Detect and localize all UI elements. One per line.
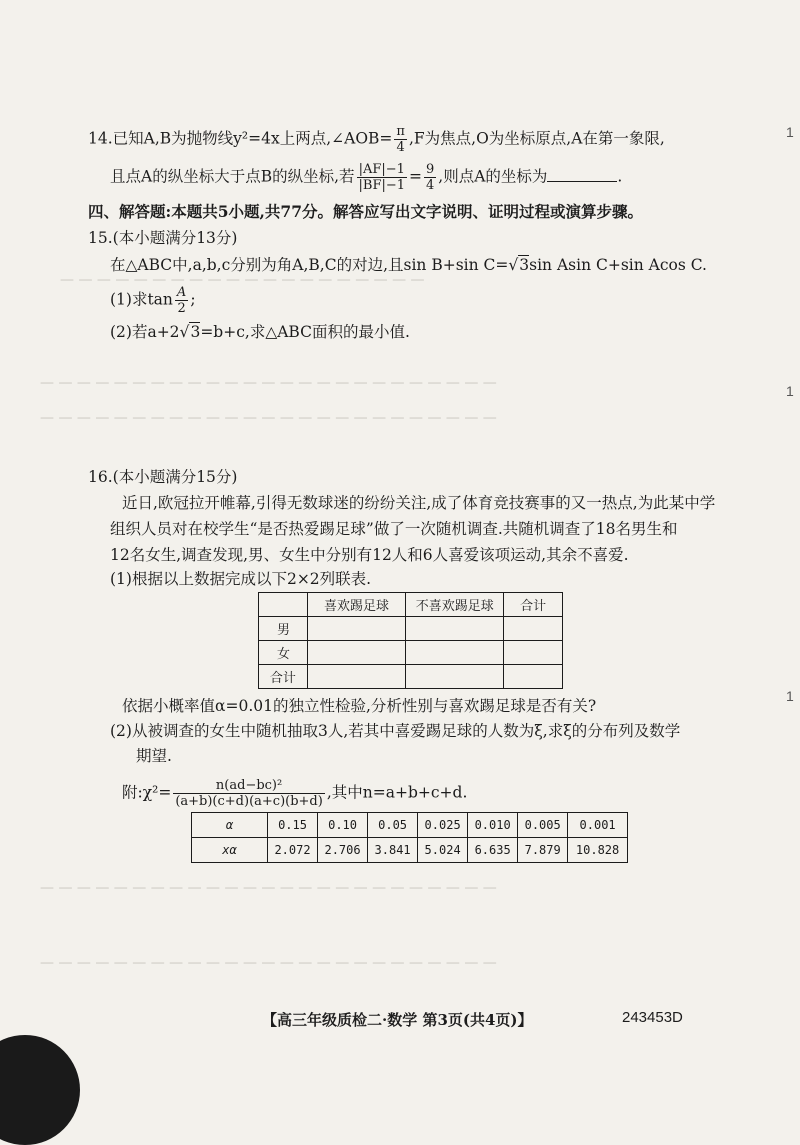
q16-para: 组织人员对在校学生“是否热爱踢足球”做了一次随机调查.共随机调查了18名男生和 <box>110 520 678 538</box>
q15-text: sin Asin C+sin Acos C. <box>529 256 707 274</box>
frac-num: n(ad−bc)² <box>173 778 325 794</box>
table-cell: 5.024 <box>418 838 468 863</box>
table-cell: 0.10 <box>318 813 368 838</box>
q15-text: (2)若a+2 <box>110 323 180 341</box>
q14-text: ,F为焦点,O为坐标原点,A在第一象限, <box>408 129 665 148</box>
row-label: 男 <box>259 617 308 641</box>
frac-num: |AF|−1 <box>357 162 408 178</box>
exam-code: 243453D <box>622 1009 683 1026</box>
frac-den: 4 <box>396 140 405 155</box>
table-row <box>259 641 563 665</box>
table-cell: 0.025 <box>418 813 468 838</box>
table-cell: 6.635 <box>468 838 518 863</box>
table-cell <box>504 665 563 689</box>
frac-num: 9 <box>426 162 435 177</box>
sqrt-value: 3 <box>190 323 201 341</box>
bleed-through-text: — — — — — — — — — — — — — — — — — — — — — — — — — <box>40 375 497 391</box>
half-angle-fraction <box>175 285 188 316</box>
q16-part1b: 依据小概率值α=0.01的独立性检验,分析性别与喜欢踢足球是否有关? <box>122 697 597 715</box>
q14-text: . <box>617 167 623 186</box>
chi-square-formula <box>122 778 467 809</box>
q14-text: 14.已知A,B为抛物线y²=4x上两点,∠AOB= <box>88 129 393 148</box>
x-alpha-row <box>192 838 628 863</box>
q14-text: 且点A的纵坐标大于点B的纵坐标,若 <box>110 167 355 186</box>
bleed-through-text: — — — — — — — — — — — — — — — — — — — — — — — — — <box>40 410 497 426</box>
critical-value-table <box>191 812 628 863</box>
table-header: 不喜欢踢足球 <box>406 593 504 617</box>
table-cell: 7.879 <box>518 838 568 863</box>
table-cell: 0.15 <box>268 813 318 838</box>
q15-text: =b+c,求△ABC面积的最小值. <box>200 323 410 341</box>
frac-num: π <box>396 124 405 139</box>
table-header-row <box>259 593 563 617</box>
table-cell: 2.706 <box>318 838 368 863</box>
bleed-through-text: — — — — — — — — — — — — — — — — — — — — — — — — — <box>40 955 497 971</box>
q15-part1 <box>110 285 196 316</box>
table-cell <box>406 641 504 665</box>
formula-text: 附:χ²= <box>122 783 172 802</box>
frac-den: 4 <box>426 178 435 193</box>
row-label: xα <box>192 838 268 863</box>
table-cell <box>406 617 504 641</box>
table-row <box>259 665 563 689</box>
q15-title: 15.(本小题满分13分) <box>88 229 238 247</box>
answer-blank <box>547 167 617 182</box>
ratio-value <box>424 162 436 193</box>
frac-num: A <box>176 285 187 300</box>
contingency-table <box>258 592 563 689</box>
table-cell: 0.001 <box>568 813 628 838</box>
bleed-through-text: — — — — — — — — — — — — — — — — — — — — <box>60 272 425 288</box>
q16-part2: (2)从被调查的女生中随机抽取3人,若其中喜爱踢足球的人数为ξ,求ξ的分布列及数学 <box>110 722 681 740</box>
table-header: 合计 <box>504 593 563 617</box>
alpha-row <box>192 813 628 838</box>
table-cell <box>259 593 308 617</box>
q16-para: 12名女生,调查发现,男、女生中分别有12人和6人喜爱该项运动,其余不喜爱. <box>110 546 629 564</box>
table-cell <box>504 617 563 641</box>
q15-text: (1)求tan <box>110 290 173 309</box>
table-cell: 2.072 <box>268 838 318 863</box>
q15-text: ; <box>190 290 196 309</box>
table-cell: 0.010 <box>468 813 518 838</box>
row-label: 合计 <box>259 665 308 689</box>
q15-part2: (2)若a+2√3=b+c,求△ABC面积的最小值. <box>110 323 410 341</box>
table-header: 喜欢踢足球 <box>307 593 405 617</box>
frac-den: 2 <box>177 301 186 316</box>
row-label: 女 <box>259 641 308 665</box>
q15-text: 在△ABC中,a,b,c分别为角A,B,C的对边,且sin B+sin C= <box>110 256 509 274</box>
section-heading: 四、解答题:本题共5小题,共77分。解答应写出文字说明、证明过程或演算步骤。 <box>88 202 643 221</box>
table-cell: 0.005 <box>518 813 568 838</box>
q14-line1 <box>88 124 665 155</box>
q14-text: ,则点A的坐标为 <box>438 167 548 186</box>
q15-statement: 在△ABC中,a,b,c分别为角A,B,C的对边,且sin B+sin C=√3sin Asin C+sin Acos C. <box>110 256 707 274</box>
q16-part1: (1)根据以上数据完成以下2×2列联表. <box>110 570 372 588</box>
table-row <box>259 617 563 641</box>
frac-den: |BF|−1 <box>358 178 406 193</box>
scan-shadow <box>0 1035 80 1145</box>
formula-text: ,其中n=a+b+c+d. <box>326 783 468 802</box>
table-cell <box>406 665 504 689</box>
sqrt-value: 3 <box>519 256 530 274</box>
bleed-through-text: — — — — — — — — — — — — — — — — — — — — — — — — — <box>40 880 497 896</box>
table-cell <box>307 641 405 665</box>
table-cell: 10.828 <box>568 838 628 863</box>
margin-mark: 1 <box>786 383 794 399</box>
margin-mark: 1 <box>786 688 794 704</box>
table-cell <box>504 641 563 665</box>
row-label: α <box>192 813 268 838</box>
margin-mark: 1 <box>786 124 794 140</box>
q16-title: 16.(本小题满分15分) <box>88 468 238 486</box>
q16-part2: 期望. <box>136 747 172 765</box>
q16-para: 近日,欧冠拉开帷幕,引得无数球迷的纷纷关注,成了体育竞技赛事的又一热点,为此某中学 <box>122 494 716 512</box>
page-footer-title: 【高三年级质检二·数学 第3页(共4页)】 <box>262 1011 533 1029</box>
frac-den: (a+b)(c+d)(a+c)(b+d) <box>175 794 323 809</box>
ratio-fraction <box>357 162 408 193</box>
table-cell <box>307 617 405 641</box>
q14-line2: 且点A的纵坐标大于点B的纵坐标,若 $\frac{|AF|-1}{|BF|-1}$ = $\frac{9}{4}$ ,则点A的坐标为 . <box>110 162 623 193</box>
angle-fraction <box>394 124 407 155</box>
table-cell: 3.841 <box>368 838 418 863</box>
formula-fraction <box>173 778 325 809</box>
table-cell: 0.05 <box>368 813 418 838</box>
table-cell <box>307 665 405 689</box>
